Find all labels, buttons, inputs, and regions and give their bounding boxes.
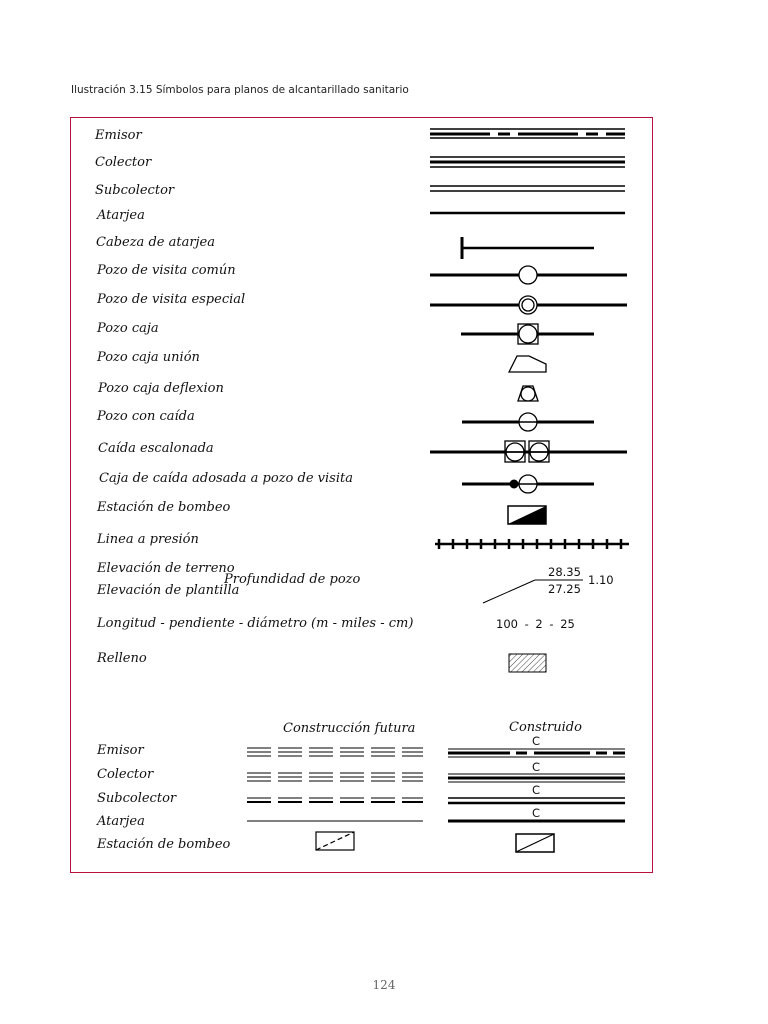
figure-caption: Ilustración 3.15 Símbolos para planos de alcantarillado sanitario	[71, 84, 409, 96]
label-bottom-atarjea: Atarjea	[97, 814, 145, 829]
value-longitud-pendiente-diametro: 100 - 2 - 25	[496, 617, 575, 631]
symbol-pozo-con-caida	[462, 413, 594, 431]
label-pozo-caja: Pozo caja	[97, 321, 159, 336]
symbol-pozo-caja	[461, 324, 594, 344]
symbol-pozo-visita-especial	[430, 296, 627, 314]
label-bottom-colector: Colector	[97, 767, 154, 782]
label-caida-escalonada: Caída escalonada	[98, 441, 214, 456]
label-profundidad-pozo: Profundidad de pozo	[224, 572, 361, 587]
symbol-elevacion-profundidad	[483, 580, 583, 603]
label-pozo-visita-especial: Pozo de visita especial	[97, 292, 246, 307]
future-estacion-bombeo	[316, 832, 354, 850]
label-linea-presion: Linea a presión	[97, 532, 199, 547]
label-elevacion-plantilla: Elevación de plantilla	[97, 583, 240, 598]
built-colector	[448, 774, 625, 782]
future-subcolector	[247, 798, 423, 802]
page-number: 124	[372, 978, 396, 992]
symbol-pozo-visita-comun	[430, 266, 627, 284]
symbol-colector	[430, 157, 625, 167]
built-subcolector	[448, 798, 625, 803]
label-pozo-caja-union: Pozo caja unión	[97, 350, 200, 365]
future-emisor	[247, 748, 423, 756]
header-construido: Construido	[509, 720, 582, 735]
label-bottom-emisor: Emisor	[97, 743, 144, 758]
label-bottom-subcolector: Subcolector	[97, 791, 177, 806]
label-longitud-pendiente: Longitud - pendiente - diámetro (m - miles - cm)	[97, 616, 414, 631]
future-colector	[247, 773, 423, 781]
label-atarjea: Atarjea	[97, 208, 145, 223]
symbol-linea-presion	[435, 539, 629, 549]
symbol-emisor	[430, 129, 625, 138]
label-elevacion-terreno: Elevación de terreno	[97, 561, 235, 576]
label-cabeza-atarjea: Cabeza de atarjea	[96, 235, 216, 250]
label-relleno: Relleno	[97, 651, 147, 666]
symbol-caja-caida-adosada	[462, 475, 594, 493]
header-construccion-futura: Construcción futura	[283, 721, 416, 736]
symbol-cabeza-atarjea	[462, 237, 594, 259]
value-elev-plantilla: 27.25	[548, 582, 581, 596]
label-caja-caida-adosada: Caja de caída adosada a pozo de visita	[99, 471, 353, 486]
symbol-pozo-caja-deflexion	[518, 386, 538, 401]
c-mark-emisor: C	[532, 734, 541, 748]
label-pozo-con-caida: Pozo con caída	[97, 409, 195, 424]
label-pozo-visita-comun: Pozo de visita común	[97, 263, 236, 278]
symbol-estacion-bombeo	[508, 506, 546, 524]
built-emisor	[448, 749, 625, 757]
symbol-pozo-caja-union	[509, 356, 546, 372]
value-profundidad: 1.10	[588, 573, 614, 587]
symbol-relleno	[509, 654, 546, 672]
label-pozo-caja-deflexion: Pozo caja deflexion	[98, 381, 224, 396]
value-elev-terreno: 28.35	[548, 565, 581, 579]
label-colector: Colector	[95, 155, 152, 170]
c-mark-subcolector: C	[532, 783, 541, 797]
label-bottom-estacion-bombeo: Estación de bombeo	[97, 837, 231, 852]
label-subcolector: Subcolector	[95, 183, 175, 198]
symbol-caida-escalonada	[430, 441, 627, 462]
c-mark-colector: C	[532, 760, 541, 774]
label-emisor: Emisor	[95, 128, 142, 143]
symbol-subcolector	[430, 186, 625, 191]
label-estacion-bombeo: Estación de bombeo	[97, 500, 231, 515]
c-mark-atarjea: C	[532, 806, 541, 820]
built-estacion-bombeo	[516, 834, 554, 852]
